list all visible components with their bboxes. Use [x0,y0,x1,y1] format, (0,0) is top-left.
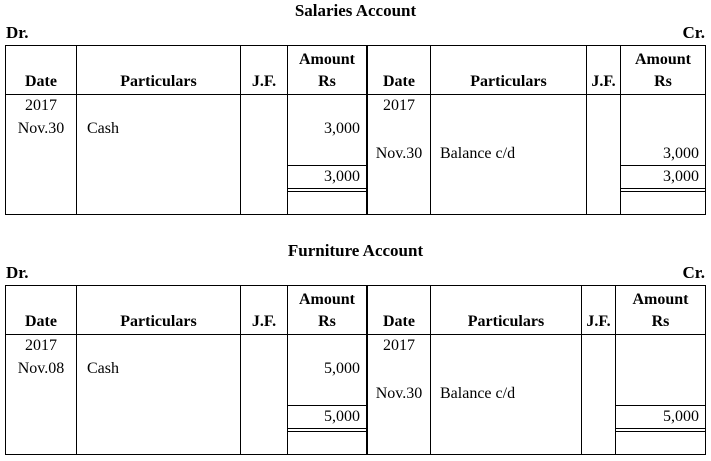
credit-year: 2017 [383,337,415,354]
header-rs-credit: Rs [654,73,672,90]
header-date-credit: Date [383,313,415,330]
debit-total: 5,000 [324,408,360,425]
credit-label: Cr. [682,263,705,282]
header-date-credit: Date [383,73,415,90]
header-jf-debit: J.F. [251,73,277,90]
credit-amount: 3,000 [663,145,699,162]
header-particulars-debit: Particulars [120,313,197,330]
double-rule-credit [615,428,705,429]
header-rule [6,334,705,335]
credit-particulars: Balance c/d [440,145,516,162]
debit-total: 3,000 [324,168,360,185]
header-rs-debit: Rs [318,73,336,90]
credit-date: Nov.30 [375,145,423,162]
credit-total: 3,000 [663,168,699,185]
debit-particulars: Cash [87,360,119,377]
header-amount-debit: Amount [298,291,355,308]
debit-particulars: Cash [87,120,119,137]
header-particulars-credit: Particulars [470,73,547,90]
credit-particulars: Balance c/d [440,385,516,402]
double-rule-credit [615,431,705,432]
debit-date: Nov.08 [17,360,65,377]
header-jf-credit: J.F. [586,313,611,330]
header-rs-debit: Rs [318,313,336,330]
double-rule-debit [287,431,366,432]
debit-label: Dr. [6,263,29,282]
debit-label: Dr. [6,23,29,42]
debit-year: 2017 [25,337,57,354]
header-jf-debit: J.F. [251,313,277,330]
header-jf-credit: J.F. [591,73,616,90]
credit-date: Nov.30 [375,385,423,402]
header-rule [6,94,705,95]
credit-total: 5,000 [663,408,699,425]
ledger-table [5,285,706,455]
credit-label: Cr. [682,23,705,42]
double-rule-debit [287,428,366,429]
header-amount-debit: Amount [298,51,355,68]
double-rule-debit [287,191,366,192]
header-particulars-debit: Particulars [120,73,197,90]
salaries-account-title: Salaries Account [294,1,417,20]
header-amount-credit: Amount [634,51,691,68]
ledger-table [5,45,706,215]
furniture-account-title: Furniture Account [287,241,424,260]
header-particulars-credit: Particulars [467,313,545,330]
header-date-debit: Date [25,73,57,90]
credit-year: 2017 [383,97,415,114]
double-rule-debit [287,188,366,189]
debit-amount: 5,000 [324,360,360,377]
header-amount-credit: Amount [632,291,689,308]
double-rule-credit [620,191,705,192]
header-rs-credit: Rs [651,313,670,330]
debit-year: 2017 [25,97,57,114]
header-date-debit: Date [25,313,57,330]
debit-amount: 3,000 [324,120,360,137]
debit-date: Nov.30 [17,120,65,137]
double-rule-credit [620,188,705,189]
